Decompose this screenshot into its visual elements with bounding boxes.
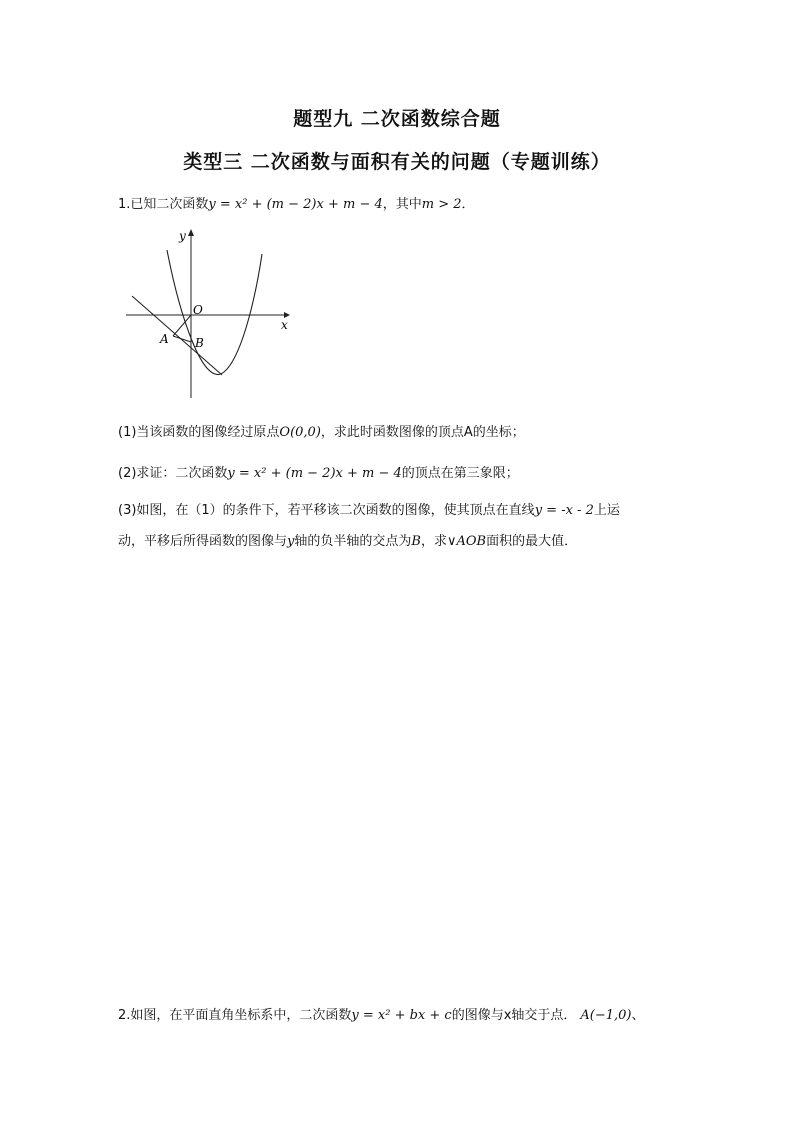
q2-prefix: 2.如图，在平面直角坐标系中，二次函数 xyxy=(118,1008,352,1023)
q1-part3b-triangle: ∨AOB xyxy=(446,534,487,549)
q2-end: 、 xyxy=(631,1008,645,1023)
q1-part3-prefix: (3)如图，在（1）的条件下，若平移该二次函数的图像，使其顶点在直线 xyxy=(118,503,535,518)
label-a: A xyxy=(160,332,169,346)
segment-ab xyxy=(173,336,191,342)
q1-part3b-prefix: 动，平移后所得函数的图像与 xyxy=(118,534,288,549)
q1-part2-formula: y = x² + (m − 2)x + m − 4 xyxy=(227,466,402,481)
page-title: 题型九 二次函数综合题 xyxy=(293,108,501,130)
q1-part3-cont xyxy=(118,530,577,549)
label-x: x xyxy=(281,318,288,332)
label-y: y xyxy=(179,229,186,243)
q1-part1-point: O(0,0) xyxy=(279,425,321,440)
q1-part2-prefix: (2)求证：二次函数 xyxy=(118,466,228,481)
q1-part3b-y: y xyxy=(287,534,295,549)
q1-intro-end: ． xyxy=(461,197,475,212)
q1-part3-suffix: 上运 xyxy=(593,503,620,518)
page-subtitle: 类型三 二次函数与面积有关的问题（专题训练） xyxy=(183,151,611,173)
q1-part3-line: y = -x - 2 xyxy=(534,503,594,518)
q1-part1 xyxy=(118,421,525,440)
q1-intro-prefix: 1.已知二次函数 xyxy=(118,197,209,212)
q1-part3 xyxy=(118,499,620,518)
q1-intro-formula: y = x² + (m − 2)x + m − 4 xyxy=(208,197,383,212)
q1-part3b-end: 面积的最大值． xyxy=(486,534,578,549)
line-through-a xyxy=(132,296,222,375)
q1-figure xyxy=(118,222,298,402)
q1-part2-suffix: 的顶点在第三象限； xyxy=(401,466,519,481)
q2-point: A(−1,0) xyxy=(580,1008,632,1023)
label-o: O xyxy=(193,303,203,317)
label-b: B xyxy=(195,336,204,350)
q1-part3b-mid2: ，求 xyxy=(420,534,447,549)
q1-intro-condition: m > 2 xyxy=(421,197,462,212)
q2-mid: 的图像与x轴交于点． xyxy=(451,1008,577,1023)
segment-ao xyxy=(173,315,191,336)
q1-part3b-b: B xyxy=(411,534,421,549)
parabola-curve xyxy=(167,250,262,375)
q2-formula: y = x² + bx + c xyxy=(351,1008,452,1023)
q1-part1-suffix: ，求此时函数图像的顶点A的坐标； xyxy=(320,425,525,440)
q1-part2 xyxy=(118,462,519,481)
q1-part3b-mid: 轴的负半轴的交点为 xyxy=(294,534,412,549)
q1-intro xyxy=(118,193,475,212)
q2-intro xyxy=(118,1004,645,1023)
q1-part1-prefix: (1)当该函数的图像经过原点 xyxy=(118,425,280,440)
y-axis-arrow xyxy=(188,229,194,236)
q1-intro-mid: ，其中 xyxy=(382,197,422,212)
